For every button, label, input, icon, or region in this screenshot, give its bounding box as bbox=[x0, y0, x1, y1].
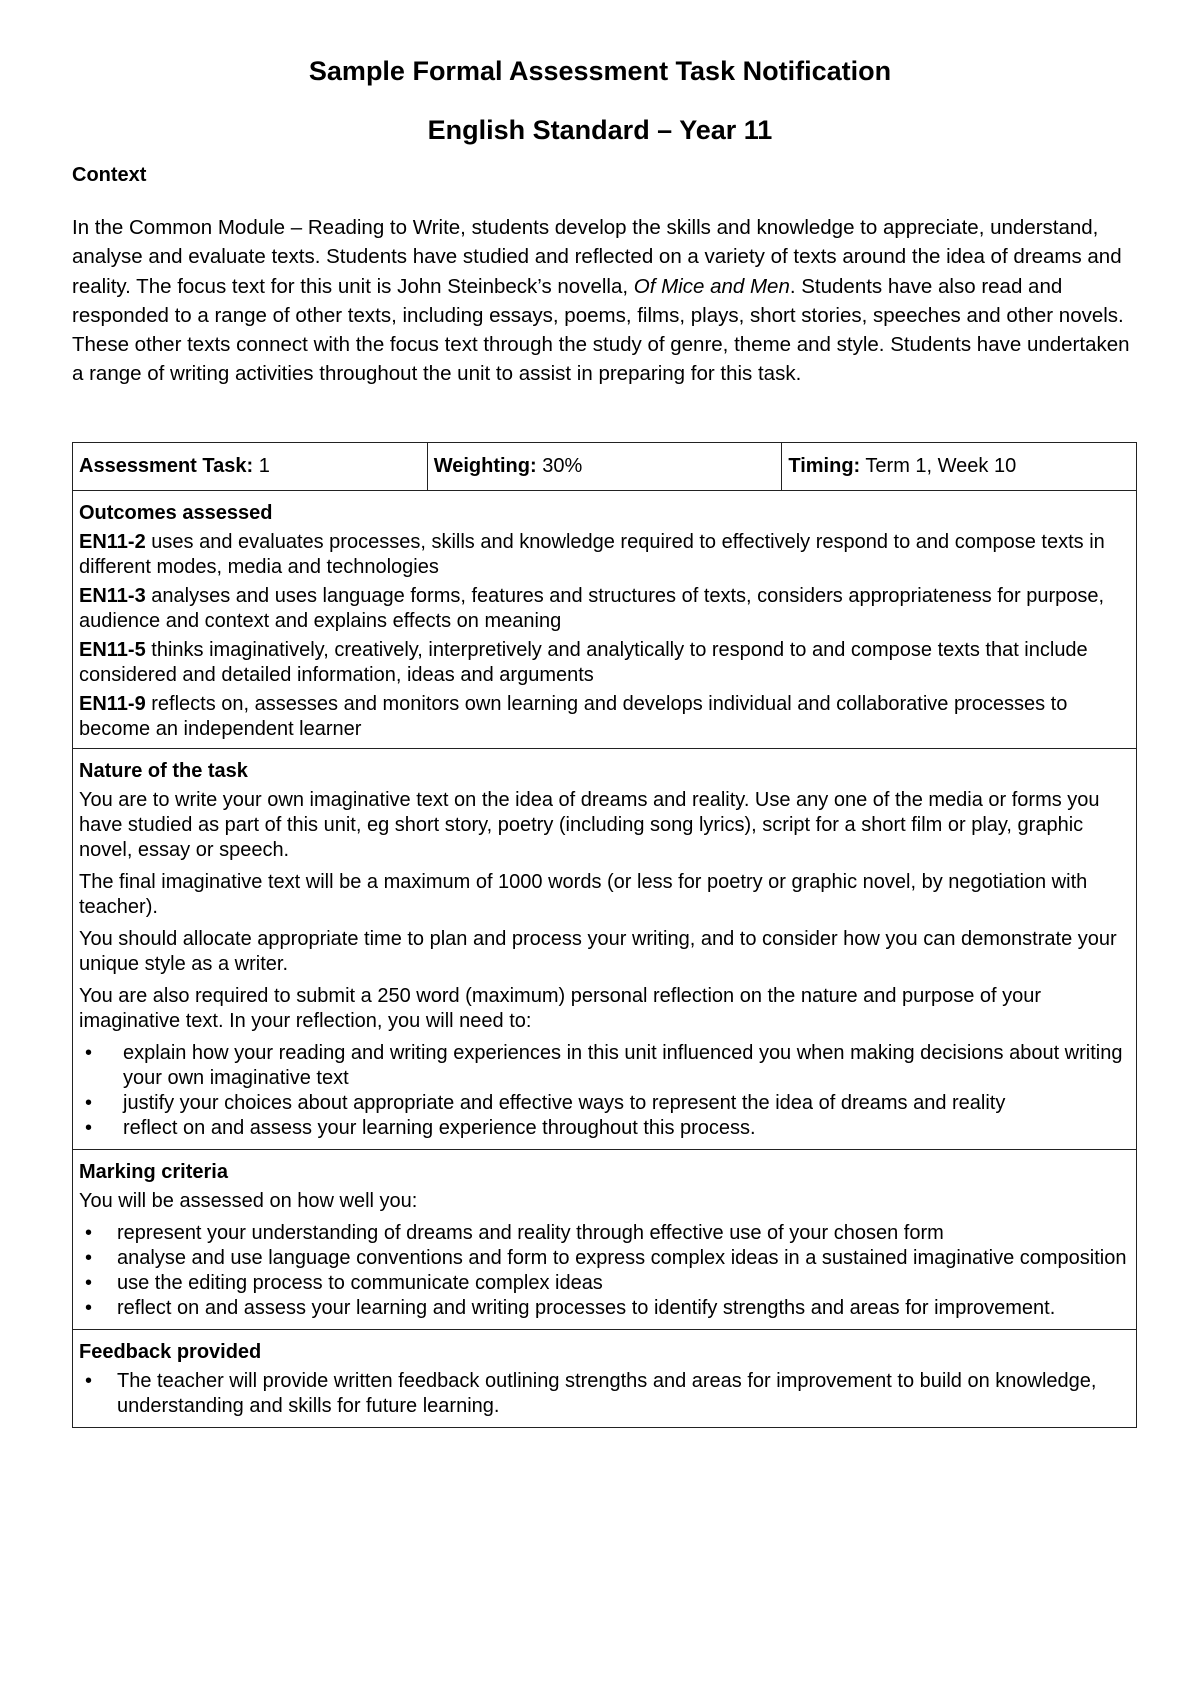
reflection-bullet-list bbox=[79, 1041, 1130, 1141]
list-item: • reflect on and assess your learning experience throughout this process. bbox=[79, 1116, 1130, 1141]
marking-cell bbox=[73, 1150, 1137, 1330]
outcomes-cell bbox=[73, 491, 1137, 749]
feedback-bullet-list bbox=[79, 1369, 1130, 1419]
list-item: • The teacher will provide written feedback outlining strengths and areas for improvement to build on knowledge, understanding and skills for future learning. bbox=[79, 1369, 1130, 1419]
timing-label: Timing: bbox=[788, 455, 861, 477]
marking-row bbox=[73, 1150, 1137, 1330]
context-paragraph bbox=[72, 213, 1140, 389]
list-item: • use the editing process to communicate complex ideas bbox=[79, 1271, 1130, 1296]
nature-paragraph: You are also required to submit a 250 word (maximum) personal reflection on the nature and purpose of your imaginative text. In your reflection, you will need to: bbox=[79, 985, 1042, 1032]
nature-cell bbox=[73, 749, 1137, 1150]
outcome-code: EN11-5 bbox=[79, 639, 146, 661]
outcome-item bbox=[79, 638, 1130, 688]
weighting-value: 30% bbox=[536, 455, 583, 477]
timing-value: Term 1, Week 10 bbox=[860, 455, 1017, 477]
list-item: • represent your understanding of dreams and reality through effective use of your chosen form bbox=[79, 1221, 1130, 1246]
context-text-part2: . Students have also read and responded to a range of other texts, including essays, poems, films, plays, short stories, speeches and other novels. These other texts connect with the focus text through the study of genre, theme and style. Students have undertaken a range of writing activities throughout the unit to assist in preparing for this task. bbox=[72, 274, 1130, 386]
nature-paragraph: You are to write your own imaginative text on the idea of dreams and reality. Use any one of the media or forms you have studied as part of this unit, eg short story, poetry (including song lyrics), script for a short film or play, graphic novel, essay or speech. bbox=[79, 789, 1100, 861]
page-title: Sample Formal Assessment Task Notification bbox=[308, 56, 892, 86]
outcome-item bbox=[79, 692, 1130, 742]
page-subtitle: English Standard – Year 11 bbox=[427, 115, 773, 145]
outcome-item bbox=[79, 530, 1130, 580]
feedback-heading: Feedback provided bbox=[79, 1341, 262, 1363]
feedback-row bbox=[73, 1330, 1137, 1428]
assessment-task-value: 1 bbox=[253, 455, 270, 477]
outcome-code: EN11-2 bbox=[79, 531, 146, 553]
outcomes-heading: Outcomes assessed bbox=[79, 502, 273, 524]
outcome-code: EN11-3 bbox=[79, 585, 146, 607]
outcome-text: thinks imaginatively, creatively, interpretively and analytically to respond to and compose texts that include considered and detailed information, ideas and arguments bbox=[79, 639, 1088, 686]
nature-paragraph: You should allocate appropriate time to plan and process your writing, and to consider how you can demonstrate your unique style as a writer. bbox=[79, 928, 1117, 975]
marking-heading: Marking criteria bbox=[79, 1161, 228, 1183]
list-item: • reflect on and assess your learning and writing processes to identify strengths and areas for improvement. bbox=[79, 1296, 1130, 1321]
marking-intro: You will be assessed on how well you: bbox=[79, 1190, 418, 1212]
nature-heading: Nature of the task bbox=[79, 760, 248, 782]
weighting-label: Weighting: bbox=[433, 455, 537, 477]
context-text-part1: In the Common Module – Reading to Write, students develop the skills and knowledge to appreciate, understand, analyse and evaluate texts. Students have studied and reflected on a variety of texts around the idea of dreams and reality. The focus text for this unit is John Steinbeck’s novella, bbox=[72, 216, 1122, 298]
outcome-text: uses and evaluates processes, skills and knowledge required to effectively respond to and compose texts in different modes, media and technologies bbox=[79, 531, 1105, 578]
feedback-cell bbox=[73, 1330, 1137, 1428]
nature-row bbox=[73, 749, 1137, 1150]
list-item: • justify your choices about appropriate and effective ways to represent the idea of dreams and reality bbox=[79, 1091, 1130, 1116]
assessment-task-label: Assessment Task: bbox=[79, 455, 254, 477]
marking-bullet-list bbox=[79, 1221, 1130, 1321]
outcomes-row bbox=[73, 491, 1137, 749]
list-item: • analyse and use language conventions and form to express complex ideas in a sustained imaginative composition bbox=[79, 1246, 1130, 1271]
assessment-task-table bbox=[72, 442, 1137, 1428]
task-header-row bbox=[73, 443, 1137, 491]
assessment-task-cell bbox=[73, 443, 428, 491]
weighting-cell bbox=[427, 443, 782, 491]
outcome-text: reflects on, assesses and monitors own learning and develops individual and collaborative processes to become an independent learner bbox=[79, 693, 1068, 740]
list-item: • explain how your reading and writing experiences in this unit influenced you when making decisions about writing your own imaginative text bbox=[79, 1041, 1130, 1091]
context-heading: Context bbox=[72, 164, 147, 186]
context-text-italic: Of Mice and Men bbox=[633, 274, 790, 298]
outcome-text: analyses and uses language forms, features and structures of texts, considers appropriateness for purpose, audience and context and explains effects on meaning bbox=[79, 585, 1105, 632]
nature-paragraph: The final imaginative text will be a maximum of 1000 words (or less for poetry or graphic novel, by negotiation with teacher). bbox=[79, 871, 1088, 918]
timing-cell bbox=[782, 443, 1137, 491]
outcome-code: EN11-9 bbox=[79, 693, 146, 715]
outcome-item bbox=[79, 584, 1130, 634]
